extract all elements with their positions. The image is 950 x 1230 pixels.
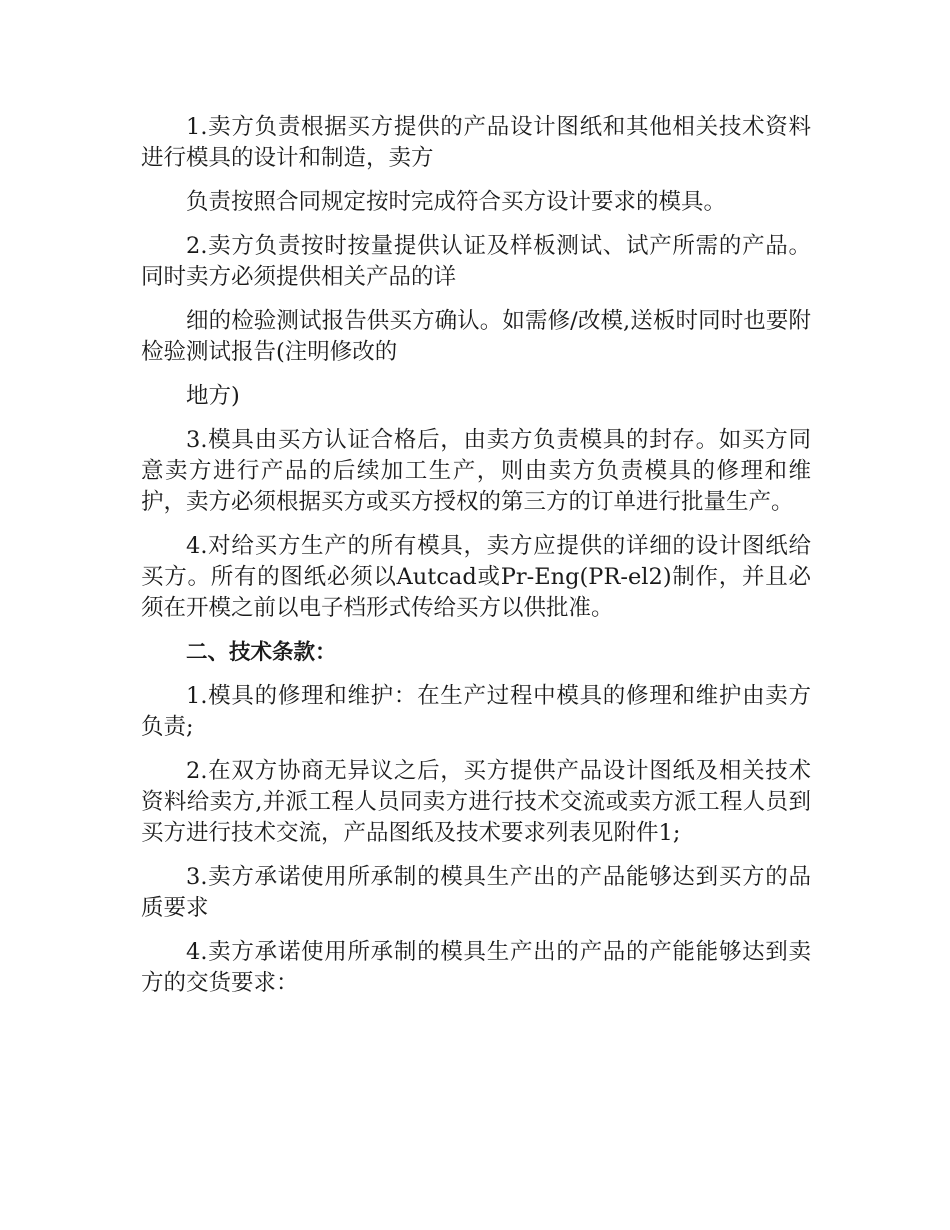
paragraph-7: 4.对给买方生产的所有模具，卖方应提供的详细的设计图纸给买方。所有的图纸必须以Autcad或Pr-Eng(PR-el2)制作，并且必须在开模之前以电子档形式传给买方以供批准。	[141, 533, 811, 621]
paragraph-6: 3.模具由买方认证合格后，由卖方负责模具的封存。如买方同意卖方进行产品的后续加工生产，则由卖方负责模具的修理和维护，卖方必须根据买方或买方授权的第三方的订单进行批量生产。	[141, 427, 811, 515]
paragraph-9: 1.模具的修理和维护：在生产过程中模具的修理和维护由卖方负责;	[141, 683, 811, 740]
paragraph-5: 地方)	[186, 383, 240, 409]
paragraph-2: 负责按照合同规定按时完成符合买方设计要求的模具。	[186, 189, 727, 215]
paragraph-11: 3.卖方承诺使用所承制的模具生产出的产品能够达到买方的品质要求	[141, 864, 811, 921]
section-heading-technical-terms: 二、技术条款：	[186, 640, 337, 665]
paragraph-4: 细的检验测试报告供买方确认。如需修/改模,送板时同时也要附检验测试报告(注明修改的	[141, 308, 811, 365]
paragraph-3: 2.卖方负责按时按量提供认证及样板测试、试产所需的产品。同时卖方必须提供相关产品的详	[141, 233, 811, 290]
paragraph-10: 2.在双方协商无异议之后，买方提供产品设计图纸及相关技术资料给卖方,并派工程人员同卖方进行技术交流或卖方派工程人员到买方进行技术交流，产品图纸及技术要求列表见附件1;	[141, 758, 811, 846]
paragraph-1: 1.卖方负责根据买方提供的产品设计图纸和其他相关技术资料进行模具的设计和制造，卖方	[141, 114, 811, 171]
document-page	[141, 112, 811, 1012]
paragraph-12: 4.卖方承诺使用所承制的模具生产出的产品的产能能够达到卖方的交货要求：	[141, 939, 811, 996]
